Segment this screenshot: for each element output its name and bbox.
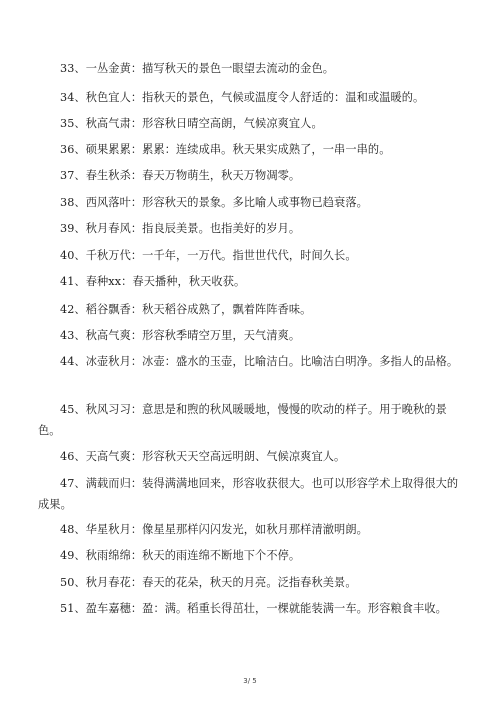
idiom-entry-50: [38, 572, 462, 593]
idiom-entry-45: [38, 399, 462, 441]
entry-text: 39、秋月春风：指良辰美景。也指美好的岁月。: [60, 222, 301, 235]
entry-text: 44、冰壶秋月：冰壶：盛水的玉壶，比喻洁白。比喻洁白明净。多指人的品格。: [60, 355, 459, 368]
idiom-entry-48: [38, 519, 462, 540]
idiom-entry-35: [38, 113, 462, 134]
idiom-entry-40: [38, 245, 462, 266]
entry-text: 46、天高气爽：形容秋天天空高远明朗、气候凉爽宜人。: [60, 450, 346, 463]
entry-text: 36、硕果累累：累累：连续成串。秋天果实成熟了，一串一串的。: [60, 143, 391, 156]
entry-text: 38、西风落叶：形容秋天的景象。多比喻人或事物已趋衰落。: [60, 196, 368, 209]
entry-text: 41、春种xx：春天播种，秋天收获。: [60, 275, 246, 288]
entry-text: 51、盈车嘉穗：盈：满。稻重长得茁壮，一棵就能装满一车。形容粮食丰收。: [60, 602, 447, 615]
idiom-entry-39: [38, 218, 462, 239]
idiom-entry-42: [38, 299, 462, 320]
idiom-entry-51: [38, 598, 462, 619]
entry-text: 34、秋色宜人：指秋天的景色，气候或温度令人舒适的：温和或温暖的。: [60, 91, 425, 104]
entry-text: 33、一丛金黄：描写秋天的景色一眼望去流动的金色。: [60, 62, 335, 75]
idiom-entry-49: [38, 545, 462, 566]
entry-text: 43、秋高气爽：形容秋季晴空万里，天气清爽。: [60, 329, 301, 342]
idiom-entry-36: [38, 139, 462, 160]
entry-text: 47、满载而归：装得满满地回来，形容收获很大。也可以形容学术上取得很大的成果。: [38, 477, 459, 511]
idiom-entry-44: [38, 351, 462, 372]
idiom-entry-34: [38, 87, 462, 108]
idiom-entry-38: [38, 192, 462, 213]
entry-text: 42、稻谷飘香：秋天稻谷成熟了，飘着阵阵香味。: [60, 303, 312, 316]
entry-text: 35、秋高气肃：形容秋日晴空高朗，气候凉爽宜人。: [60, 117, 323, 130]
idiom-entry-37: [38, 165, 462, 186]
entry-text: 37、春生秋杀：春天万物萌生，秋天万物凋零。: [60, 169, 301, 182]
idiom-entry-41: [38, 271, 462, 292]
entry-text: 45、秋风习习：意思是和煦的秋风暖暖地，慢慢的吹动的样子。用于晚秋的景色。: [38, 403, 447, 437]
entry-text: 40、千秋万代：一千年，一万代。指世世代代，时间久长。: [60, 249, 357, 262]
entry-text: 48、华星秋月：像星星那样闪闪发光，如秋月那样清澈明朗。: [60, 523, 368, 536]
idiom-entry-33: [38, 58, 462, 79]
page-number: 3/ 5: [243, 677, 257, 685]
idiom-entry-46: [38, 446, 462, 467]
idiom-entry-47: [38, 473, 462, 515]
idiom-entry-43: [38, 325, 462, 346]
entry-text: 50、秋月春花：春天的花朵，秋天的月亮。泛指春秋美景。: [60, 576, 357, 589]
entry-text: 49、秋雨绵绵：秋天的雨连绵不断地下个不停。: [60, 549, 301, 562]
